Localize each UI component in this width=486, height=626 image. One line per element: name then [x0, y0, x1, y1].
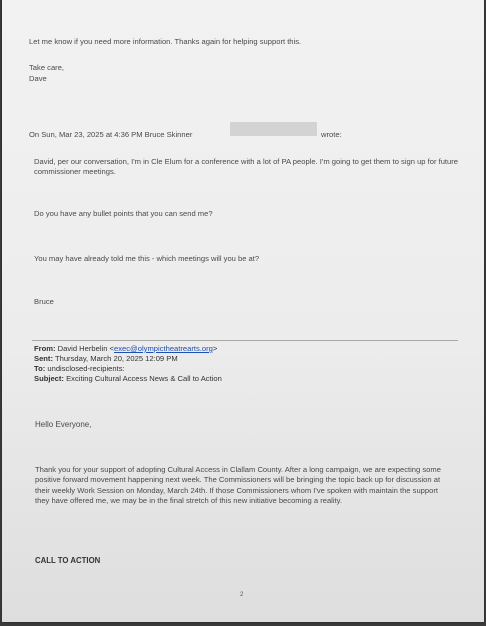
subject-value: Exciting Cultural Access News & Call to Action — [66, 374, 222, 383]
to-label: To: — [34, 364, 46, 373]
subject-row — [34, 374, 222, 384]
signoff-name: Dave — [29, 74, 47, 83]
sent-label: Sent: — [34, 354, 53, 363]
redacted-email-block — [230, 122, 317, 136]
bruce-paragraph-1: David, per our conversation, I'm in Cle Elum for a conference with a lot of PA people. I'm going to get them to sign up for future commissioner meetings. — [34, 157, 459, 177]
greeting: Hello Everyone, — [35, 420, 92, 429]
sent-row — [34, 354, 178, 364]
bruce-paragraph-2: Do you have any bullet points that you can send me? — [34, 209, 213, 218]
reply-attribution: On Sun, Mar 23, 2025 at 4:36 PM Bruce Skinner — [29, 130, 193, 139]
to-row — [34, 364, 125, 374]
from-close: > — [212, 344, 218, 353]
body-paragraph: Thank you for your support of adopting Cultural Access in Clallam County. After a long campaign, we are expecting some positive forward movement happening next week. The Commissioners will be bringing the topic back up for discussion at their weekly Work Session on Monday, March 24th. If those Commissioners whom I've spoken with maintain the support they have offered me, we may be in the final stretch of this new initiative becoming a reality. — [35, 465, 441, 506]
to-value: undisclosed-recipients: — [47, 364, 125, 373]
page-number: 2 — [240, 592, 244, 598]
closing-line: Let me know if you need more information. Thanks again for helping support this. — [29, 37, 302, 46]
header-divider — [32, 340, 458, 341]
subject-label: Subject: — [34, 374, 64, 383]
call-to-action-heading: CALL TO ACTION — [35, 556, 101, 565]
sent-value: Thursday, March 20, 2025 12:09 PM — [54, 354, 178, 363]
document-page — [2, 0, 484, 622]
from-row — [34, 344, 217, 354]
from-name: David Herbelin < — [57, 344, 114, 353]
signoff-line: Take care, — [29, 63, 65, 72]
from-email-link[interactable]: exec@olympictheatrearts.org — [114, 344, 213, 353]
from-label: From: — [34, 344, 56, 353]
bruce-signature: Bruce — [34, 297, 54, 306]
bruce-paragraph-3: You may have already told me this - which meetings will you be at? — [34, 254, 260, 263]
reply-attribution-suffix: wrote: — [321, 130, 342, 139]
